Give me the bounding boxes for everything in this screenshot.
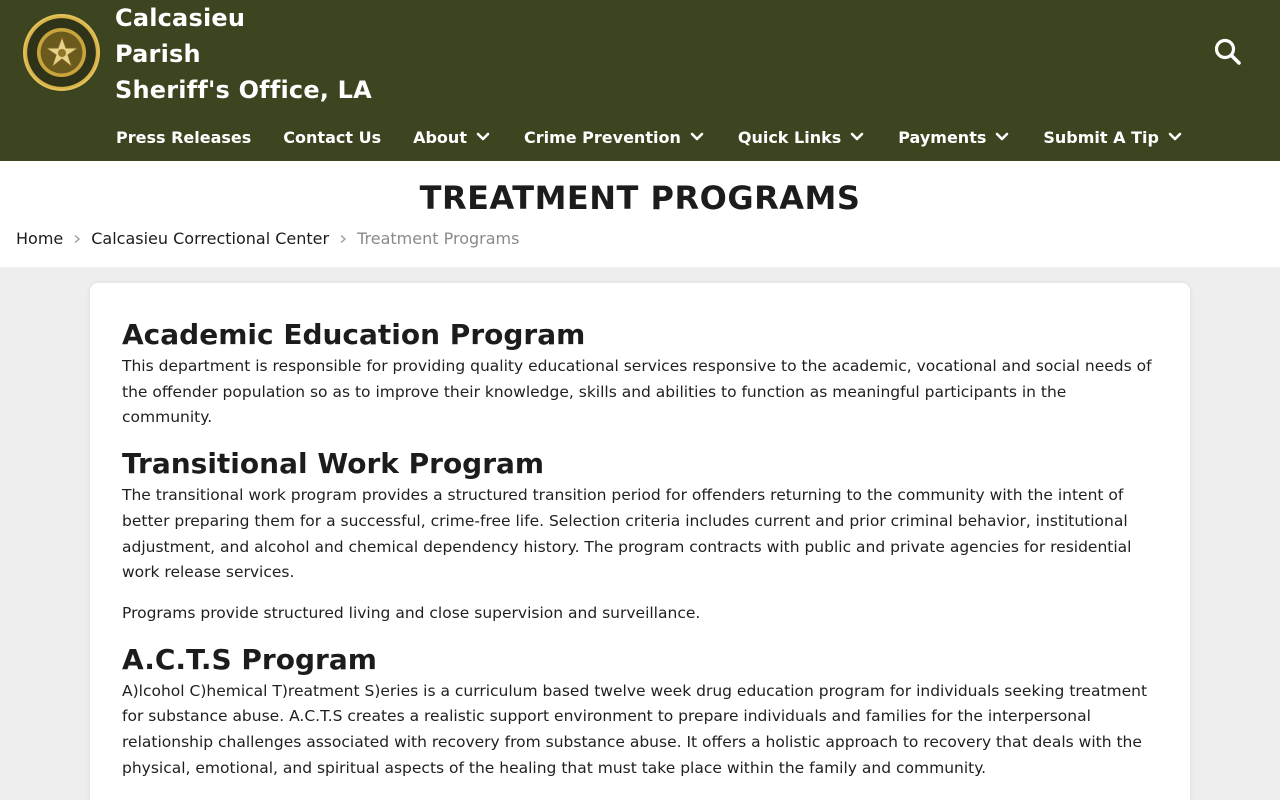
nav-item-label: Submit A Tip bbox=[1043, 127, 1159, 147]
page-title-bar bbox=[0, 161, 1280, 267]
section-transitional-work bbox=[122, 446, 1158, 627]
site-header bbox=[0, 0, 1280, 161]
section-paragraph: Programs provide structured living and close supervision and surveillance. bbox=[122, 603, 701, 622]
nav-item-crime-prevention[interactable] bbox=[524, 128, 704, 147]
search-icon bbox=[1213, 37, 1243, 67]
site-title-line: Parish bbox=[115, 40, 201, 68]
nav-item-label: About bbox=[413, 127, 467, 147]
nav-item-label: Contact Us bbox=[283, 127, 382, 147]
nav-item-payments[interactable] bbox=[898, 128, 1009, 147]
nav-item-label: Payments bbox=[898, 127, 987, 147]
nav-item-label: Press Releases bbox=[116, 127, 252, 147]
breadcrumb-current: Treatment Programs bbox=[357, 229, 520, 248]
breadcrumb bbox=[16, 229, 519, 248]
section-paragraph: The transitional work program provides a structured transition period for offenders returning to the community with the intent of better preparing them for a successful, crime-free life. Selection criteria includes current and prior criminal behavior, institutional adjustment, and alcohol and chemical dependency history. The program contracts with public and private agencies for residential work release services. bbox=[122, 486, 1132, 582]
search-button[interactable] bbox=[1213, 37, 1243, 67]
main-nav bbox=[116, 124, 1182, 150]
nav-item-press-releases[interactable] bbox=[116, 128, 251, 147]
section-heading: Transitional Work Program bbox=[122, 447, 545, 481]
chevron-down-icon bbox=[850, 132, 864, 142]
site-title[interactable] bbox=[115, 0, 415, 108]
breadcrumb-home-link[interactable]: Home bbox=[16, 229, 64, 248]
star-badge-icon bbox=[45, 36, 79, 70]
section-acts-program bbox=[122, 642, 1158, 782]
chevron-down-icon bbox=[995, 132, 1009, 142]
section-heading: Academic Education Program bbox=[122, 318, 586, 351]
nav-item-label: Quick Links bbox=[737, 127, 842, 147]
section-paragraph: This department is responsible for providing quality educational services responsive to the academic, vocational and social needs of the offender population so as to improve their knowledge, skills and abilities to function as meaningful participants in the community. bbox=[122, 357, 1152, 427]
nav-item-contact-us[interactable] bbox=[283, 128, 381, 147]
chevron-down-icon bbox=[1168, 132, 1182, 142]
section-paragraph: A)lcohol C)hemical T)reatment S)eries is a curriculum based twelve week drug education program for individuals seeking treatment for substance abuse. A.C.T.S creates a realistic support environment to prepare individuals and families for the interpersonal relationship challenges associated with recovery from substance abuse. It offers a holistic approach to recovery that deals with the physical, emotional, and spiritual aspects of the healing that must take place within the family and community. bbox=[122, 681, 1148, 777]
content-card bbox=[90, 283, 1190, 800]
page-title: TREATMENT PROGRAMS bbox=[419, 179, 861, 217]
site-title-line: Sheriff's Office, LA bbox=[115, 76, 372, 104]
chevron-down-icon bbox=[690, 132, 704, 142]
nav-item-label: Crime Prevention bbox=[523, 127, 681, 147]
breadcrumb-correctional-center-link[interactable]: Calcasieu Correctional Center bbox=[91, 229, 330, 248]
section-academic-education bbox=[122, 317, 1158, 431]
chevron-right-icon bbox=[339, 234, 347, 244]
section-heading: A.C.T.S Program bbox=[122, 642, 377, 676]
sheriff-badge-icon[interactable] bbox=[23, 14, 100, 91]
site-title-line: Calcasieu bbox=[115, 4, 246, 32]
nav-item-submit-a-tip[interactable] bbox=[1043, 128, 1182, 147]
nav-item-quick-links[interactable] bbox=[738, 128, 864, 147]
chevron-down-icon bbox=[476, 132, 490, 142]
nav-item-about[interactable] bbox=[413, 128, 490, 147]
chevron-right-icon bbox=[73, 234, 81, 244]
